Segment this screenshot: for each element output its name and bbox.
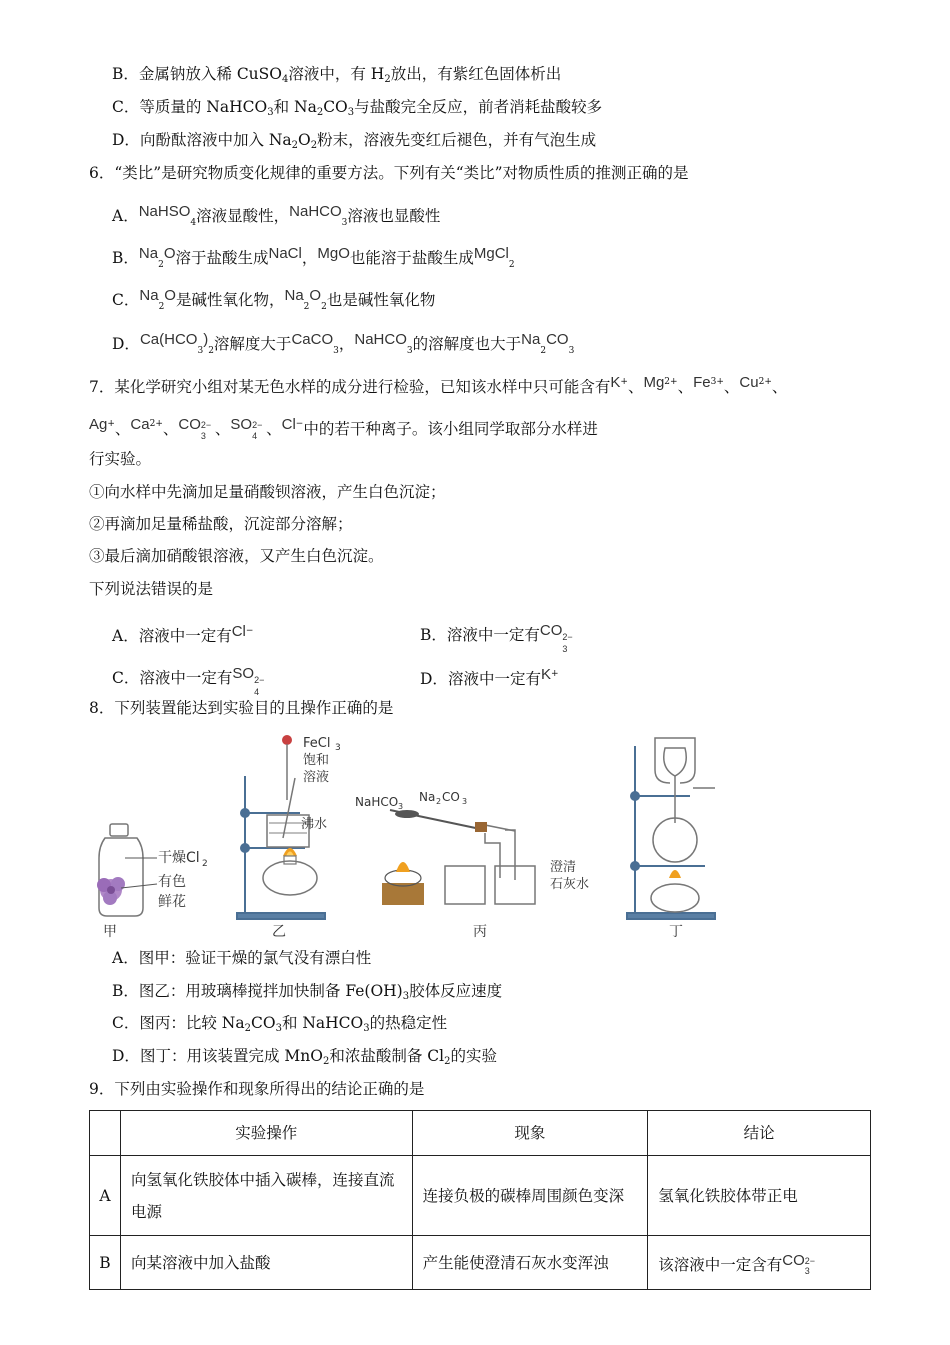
stand-apparatus-ding [627, 746, 715, 919]
row-operation: 向某溶液中加入盐酸 [120, 1236, 412, 1290]
label-boiling-water: 沸水 [301, 817, 328, 832]
label-nahco3: NaHCO [355, 795, 399, 809]
label-saturated: 饱和 [303, 753, 330, 768]
label-na2co3: Na [419, 790, 436, 804]
label-clear: 澄清 [550, 860, 577, 875]
q5-option-d: D．向酚酞溶液中加入 $Na_2O_2$粉末，溶液先变红后褪色，并有气泡生成 [112, 131, 597, 151]
q8-apparatus-figure [85, 728, 735, 943]
ion-separator: 、 [214, 420, 231, 438]
ion-formula: $Cu^{2+}$ [739, 374, 772, 391]
q7-step-1: ①向水样中先滴加足量硝酸钡溶液，产生白色沉淀； [89, 483, 446, 501]
q7-option-c: C．溶液中一定有SO 2− 4 [112, 665, 265, 697]
label-dry-cl2: 干燥Cl [158, 850, 200, 866]
ion-formula: $Mg^{2+}$ [643, 374, 678, 391]
flask-ding [653, 738, 715, 862]
row-phenomenon: 连接负极的碳棒周围颜色变深 [412, 1156, 648, 1236]
q8-option-a: A．图甲：验证干燥的氯气没有漂白性 [112, 949, 372, 967]
q7-option-a: A．溶液中一定有Cl− [112, 623, 254, 645]
label-colored: 有色 [158, 874, 186, 890]
q6-option-c: C．$Na_2O$是碱性氧化物，$Na_2O_2$也是碱性氧化物 [112, 287, 436, 312]
row-key: A [90, 1156, 121, 1236]
q5-option-c: C．等质量的 NaHCO$_3$和 $Na_2CO_3$与盐酸完全反应，前者消耗盐酸较多 [112, 98, 603, 118]
q6-option-a: A．NaHSO$_4$溶液显酸性，NaHCO$_3$溶液也显酸性 [112, 203, 441, 228]
ion-separator: 、 [723, 378, 740, 396]
ion-formula: $Fe^{3+}$ [693, 374, 724, 391]
row-phenomenon: 产生能使澄清石灰水变浑浊 [412, 1236, 648, 1290]
label-fecl3: FeCl [303, 736, 331, 751]
q8-option-b: B．图乙：用玻璃棒搅拌加快制备 $Fe(OH)_3$胶体反应速度 [112, 982, 503, 1002]
row-conclusion: 氢氧化铁胶体带正电 [648, 1156, 871, 1236]
label-yi: 乙 [272, 924, 286, 940]
label-solution: 溶液 [303, 770, 330, 785]
label-jia: 甲 [103, 924, 117, 940]
q6-option-b: B．$Na_2O$溶于盐酸生成NaCl，MgO也能溶于盐酸生成MgCl$_2$ [112, 245, 515, 270]
table-header-row [90, 1111, 871, 1156]
ion-formula: CO 2− 3 [178, 416, 212, 441]
ion-separator: 、 [114, 420, 131, 438]
ion-separator: 、 [677, 378, 694, 396]
row-conclusion: 该溶液中一定含有CO 2− 3 [648, 1236, 871, 1290]
q9-stem: 9．下列由实验操作和现象所得出的结论正确的是 [89, 1080, 425, 1098]
label-nahco3-sub: 3 [398, 802, 404, 811]
q7-ask: 下列说法错误的是 [89, 580, 214, 598]
q7-step-3: ③最后滴加硝酸银溶液，又产生白色沉淀。 [89, 547, 384, 565]
ion-separator: 、 [162, 420, 179, 438]
q7-stem-line2: Ag+、$Ca^{2+}$、CO 2− 3 、SO 2− 4 、Cl−中的若干种离子。该小组同学取部分水样进 [89, 416, 598, 441]
label-na2co3-sub: 2 [436, 797, 442, 806]
ion-formula: Cl− [281, 416, 304, 433]
ion-separator: 、 [771, 378, 788, 396]
ion-formula: $Ca^{2+}$ [130, 416, 163, 433]
label-flower: 鲜花 [158, 894, 186, 910]
ion-formula: Ag+ [89, 416, 115, 433]
burner-yi [263, 848, 317, 895]
q6-option-d: D．$Ca(HCO_3)_2$溶解度大于CaCO$_3$，NaHCO$_3$的溶解度也大于$Na_2CO_3$ [112, 331, 575, 356]
q7-stem-line1: 7．某化学研究小组对某无色水样的成分进行检验，已知该水样中只可能含有K+、$Mg^{2+}$、$Fe^{3+}$、$Cu^{2+}$、 [89, 374, 788, 396]
ion-formula: K+ [610, 374, 628, 391]
label-limewater: 石灰水 [550, 877, 590, 892]
flower-icon [97, 877, 125, 905]
label-na2co3-sub2: 3 [462, 797, 468, 806]
ion-separator: 、 [627, 378, 644, 396]
q8-option-d: D．图丁：用该装置完成 MnO$_2$和浓盐酸制备 $Cl_2$的实验 [112, 1047, 497, 1067]
table-row [90, 1156, 871, 1236]
q5-option-b: B．金属钠放入稀 CuSO$_4$溶液中，有 $H_2$放出，有紫红色固体析出 [112, 65, 562, 85]
q7-step-2: ②再滴加足量稀盐酸，沉淀部分溶解； [89, 515, 353, 533]
q7-option-d: D．溶液中一定有K+ [420, 666, 559, 688]
header-cell [90, 1111, 121, 1156]
header-cell: 现象 [412, 1111, 648, 1156]
table-row [90, 1236, 871, 1290]
heating-apparatus-bing [382, 810, 535, 905]
ion-separator: 、 [266, 420, 282, 438]
q7-ion-list-1 [610, 374, 788, 396]
q8-stem: 8．下列装置能达到实验目的且操作正确的是 [89, 699, 394, 717]
label-dry-cl2-sub: 2 [202, 859, 208, 869]
q9-table [89, 1110, 871, 1290]
header-cell: 实验操作 [120, 1111, 412, 1156]
burner-ding [651, 870, 699, 912]
q7-stem-line3: 行实验。 [89, 450, 152, 468]
label-ding: 丁 [669, 924, 683, 940]
q6-stem: 6．“类比”是研究物质变化规律的重要方法。下列有关“类比”对物质性质的推测正确的是 [89, 164, 689, 182]
row-operation: 向氢氧化铁胶体中插入碳棒，连接直流电源 [120, 1156, 412, 1236]
label-na2co3-b: CO [442, 790, 460, 804]
row-key: B [90, 1236, 121, 1290]
q7-ion-list-2 [89, 416, 304, 441]
q7-option-b: B．溶液中一定有CO 2− 3 [420, 622, 573, 654]
ion-formula: SO 2− 4 [230, 416, 263, 441]
q8-option-c: C．图丙：比较 $Na_2CO_3$和 NaHCO$_3$的热稳定性 [112, 1014, 448, 1034]
header-cell: 结论 [648, 1111, 871, 1156]
label-fecl3-sub: 3 [335, 743, 341, 753]
label-bing: 丙 [473, 924, 487, 940]
